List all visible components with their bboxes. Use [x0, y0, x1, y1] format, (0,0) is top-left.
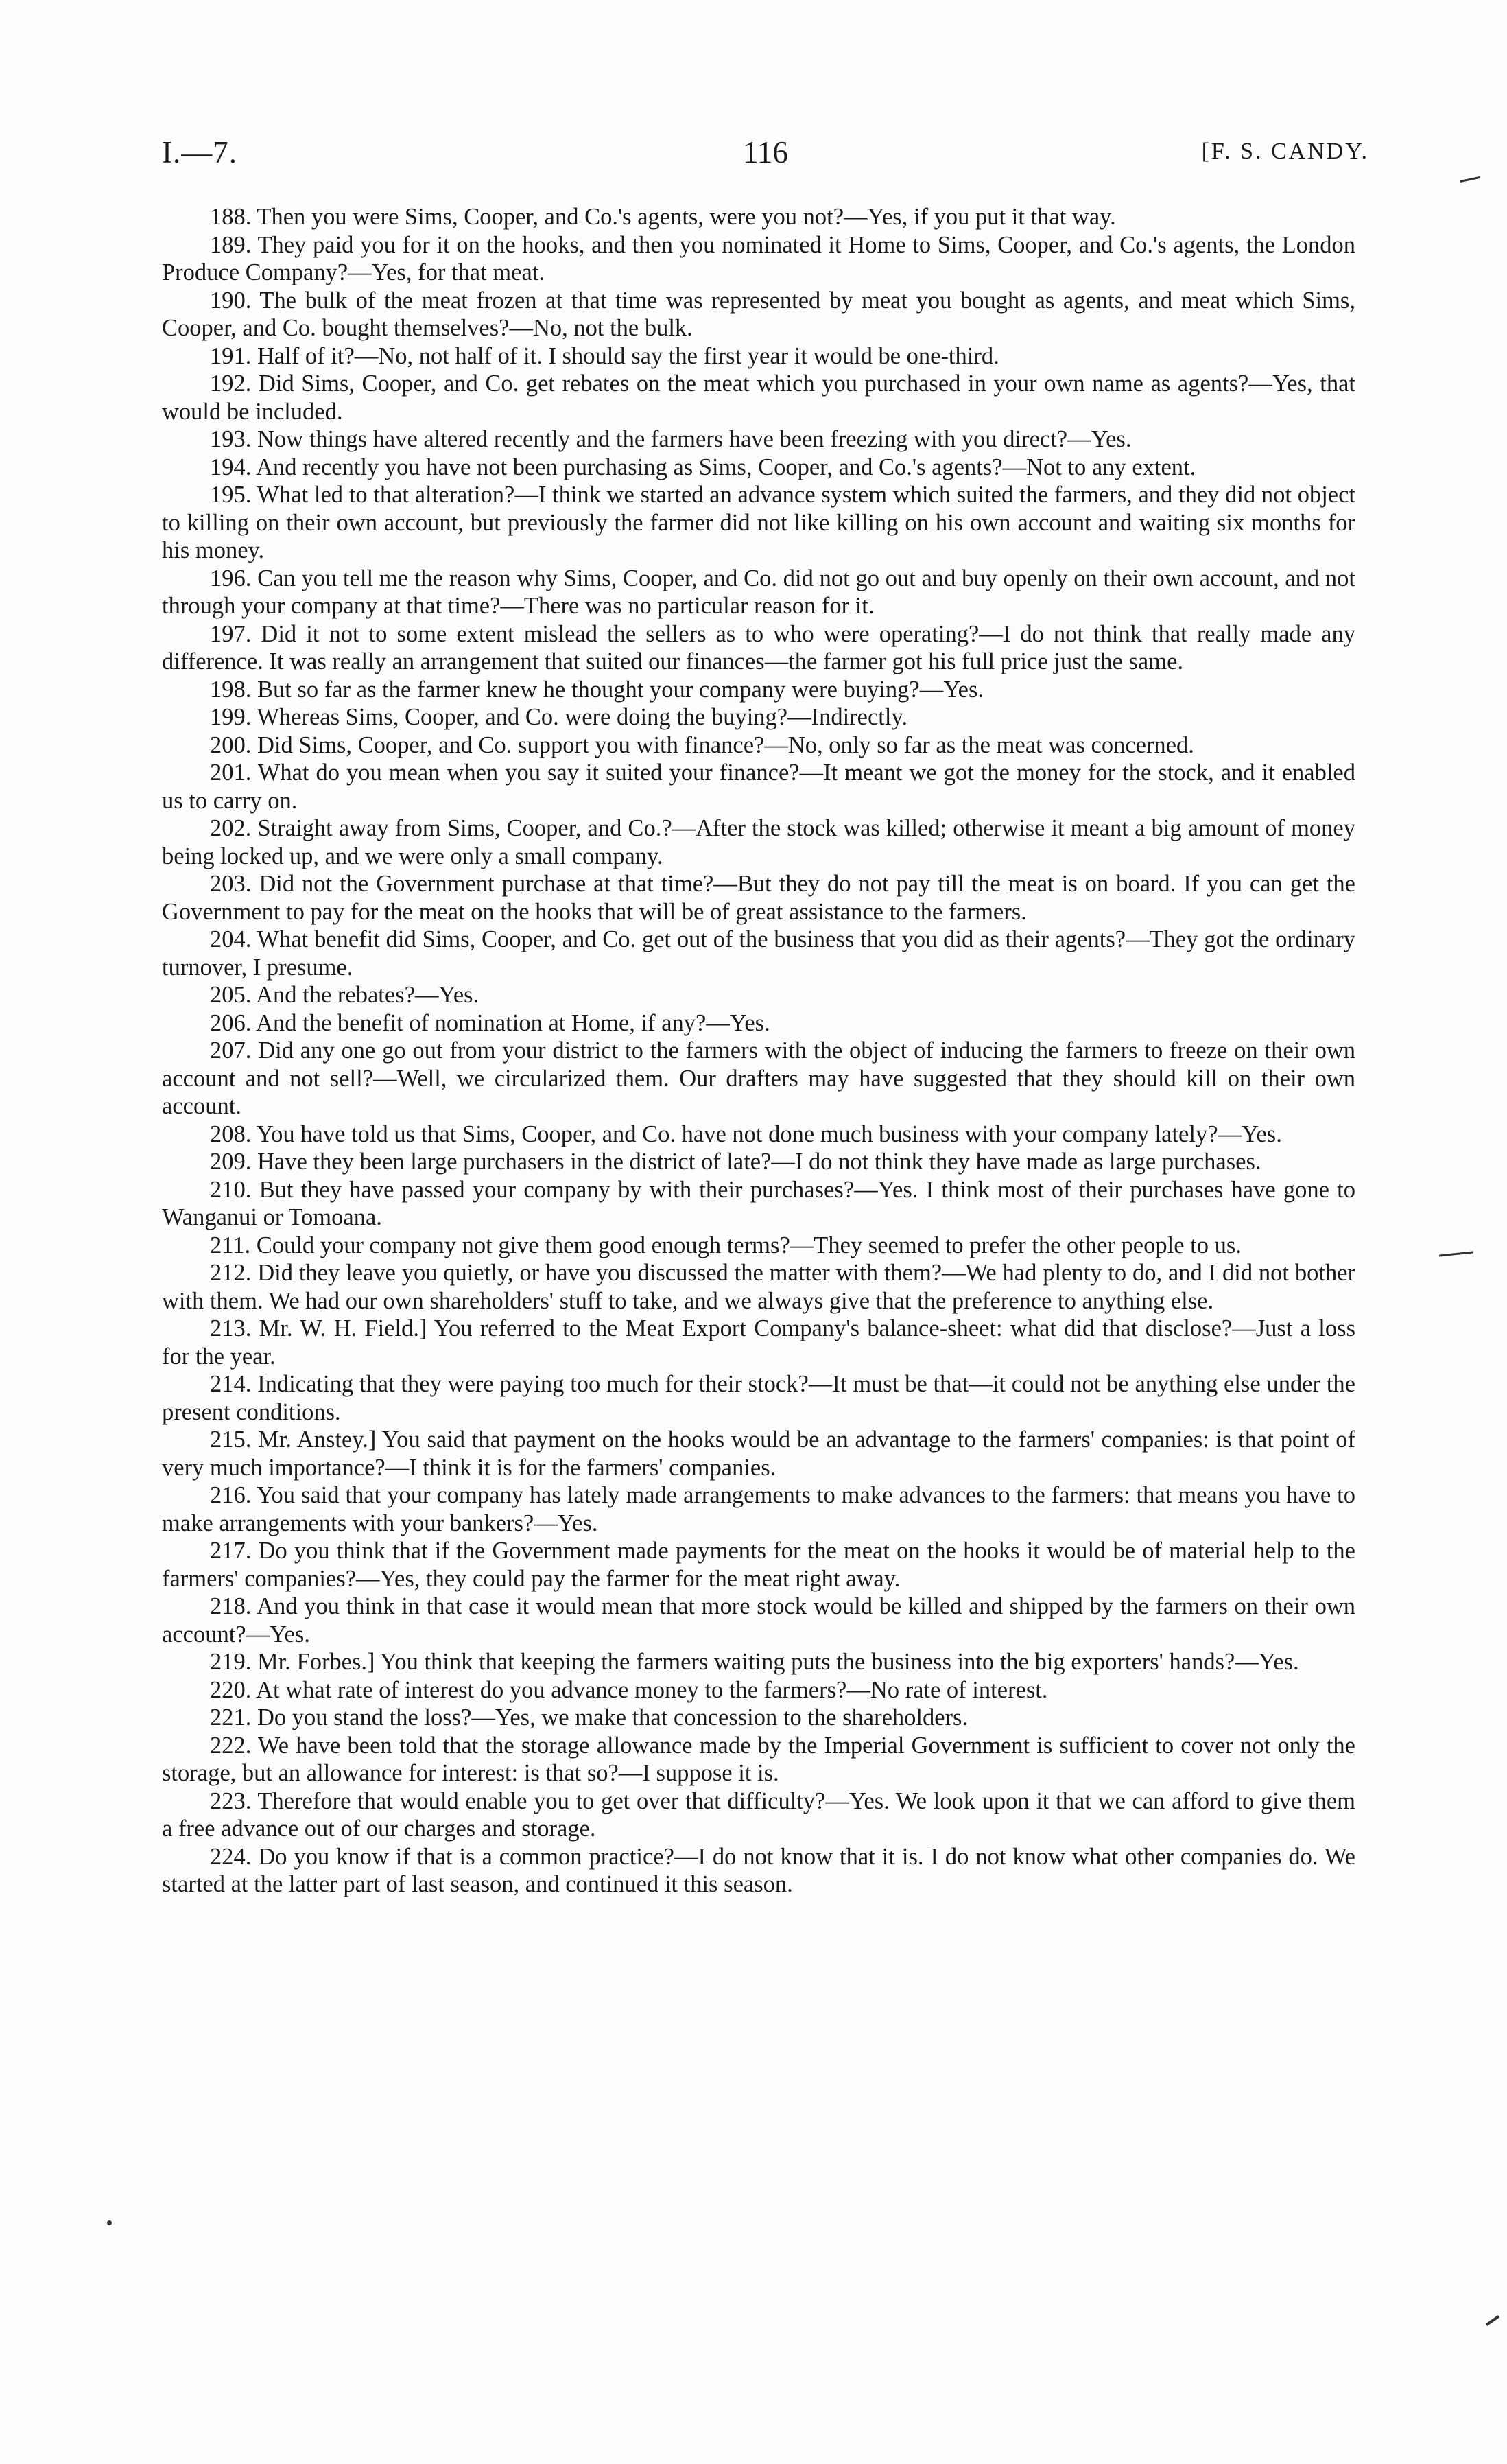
question-200: 200. Did Sims, Cooper, and Co. support you with finance?—No, only so far as the meat was concerned. [210, 731, 1194, 758]
question-221: 221. Do you stand the loss?—Yes, we make that concession to the shareholders. [210, 1704, 969, 1730]
question-216: 216. You said that your company has lately made arrangements to make advances to the farmers: that means you have to make arrangements with your bankers?—Yes. [162, 1482, 1355, 1536]
question-223: 223. Therefore that would enable you to get over that difficulty?—Yes. We look upon it that we can afford to give them a free advance out of our charges and storage. [162, 1787, 1355, 1842]
question-197: 197. Did it not to some extent mislead the sellers as to who were operating?—I do not think that really made any difference. It was really an arrangement that suited our finances—the farmer got his full price just the same. [162, 620, 1355, 674]
question-196: 196. Can you tell me the reason why Sims, Cooper, and Co. did not go out and buy openly on their own account, and not through your company at that time?—There was no particular reason for it. [162, 565, 1355, 619]
question-195: 195. What led to that alteration?—I think we started an advance system which suited the farmers, and they did not object to killing on their own account, but previously the farmer did not like killing on his own account and waiting six months for his money. [162, 482, 1355, 563]
question-188: 188. Then you were Sims, Cooper, and Co.'s agents, were you not?—Yes, if you put it that way. [210, 204, 1116, 230]
question-189: 189. They paid you for it on the hooks, and then you nominated it Home to Sims, Cooper, and Co.'s agents, the London Produce Company?—Yes, for that meat. [162, 231, 1355, 285]
question-206: 206. And the benefit of nomination at Home, if any?—Yes. [210, 1009, 770, 1036]
question-191: 191. Half of it?—No, not half of it. I should say the first year it would be one-third. [210, 342, 999, 369]
question-190: 190. The bulk of the meat frozen at that time was represented by meat you bought as agents, and meat which Sims, Cooper, and Co. bought themselves?—No, not the bulk. [162, 287, 1355, 341]
testimony-body [162, 203, 1355, 1899]
question-214: 214. Indicating that they were paying too much for their stock?—It must be that—it could not be anything else under the present conditions. [162, 1371, 1355, 1425]
question-194: 194. And recently you have not been purchasing as Sims, Cooper, and Co.'s agents?—Not to any extent. [210, 454, 1196, 480]
question-224: 224. Do you know if that is a common practice?—I do not know that it is. I do not know what other companies do. We started at the latter part of last season, and continued it this season. [162, 1843, 1355, 1897]
question-209: 209. Have they been large purchasers in the district of late?—I do not think they have made as large purchases. [210, 1149, 1261, 1175]
margin-mark [1460, 176, 1480, 183]
question-217: 217. Do you think that if the Government made payments for the meat on the hooks it would be of material help to the farmers' companies?—Yes, they could pay the farmer for the meat right away. [162, 1538, 1355, 1592]
question-204: 204. What benefit did Sims, Cooper, and Co. get out of the business that you did as their agents?—They got the ordinary turnover, I presume. [162, 926, 1355, 981]
question-210: 210. But they have passed your company by with their purchases?—Yes. I think most of their purchases have gone to Wanganui or Tomoana. [162, 1176, 1355, 1230]
question-220: 220. At what rate of interest do you advance money to the farmers?—No rate of interest. [210, 1676, 1048, 1703]
page-number: 116 [743, 135, 788, 169]
question-208: 208. You have told us that Sims, Cooper, and Co. have not done much business with your company lately?—Yes. [210, 1120, 1282, 1147]
page-header [162, 134, 1369, 173]
question-219: 219. Mr. Forbes.] You think that keeping the farmers waiting puts the business into the big exporters' hands?—Yes. [210, 1649, 1299, 1675]
question-211: 211. Could your company not give them good enough terms?—They seemed to prefer the other people to us. [210, 1232, 1242, 1258]
question-193: 193. Now things have altered recently and the farmers have been freezing with you direct?—Yes. [210, 426, 1132, 452]
question-207: 207. Did any one go out from your district to the farmers with the object of inducing the farmers to freeze on their own account and not sell?—Well, we circularized them. Our drafters may have suggested that they should kill on their own account. [162, 1037, 1355, 1119]
question-212: 212. Did they leave you quietly, or have you discussed the matter with them?—We had plenty to do, and I did not bother with them. We had our own shareholders' stuff to take, and we always give that the preference to anything else. [162, 1260, 1355, 1314]
question-201: 201. What do you mean when you say it suited your finance?—It meant we got the money for the stock, and it enabled us to carry on. [162, 760, 1355, 814]
margin-dot [107, 2220, 112, 2225]
question-205: 205. And the rebates?—Yes. [210, 982, 479, 1008]
question-222: 222. We have been told that the storage allowance made by the Imperial Government is sufficient to cover not only the storage, but an allowance for interest: is that so?—I suppose it is. [162, 1732, 1355, 1786]
question-203: 203. Did not the Government purchase at that time?—But they do not pay till the meat is on board. If you can get the Government to pay for the meat on the hooks that will be of great assistance to the farmers. [162, 871, 1355, 925]
question-213: 213. Mr. W. H. Field.] You referred to the Meat Export Company's balance-sheet: what did that disclose?—Just a loss for the year. [162, 1315, 1355, 1370]
witness-name: [F. S. CANDY. [1201, 139, 1369, 164]
question-199: 199. Whereas Sims, Cooper, and Co. were doing the buying?—Indirectly. [210, 704, 908, 730]
question-198: 198. But so far as the farmer knew he thought your company were buying?—Yes. [210, 676, 984, 703]
margin-mark [1486, 2315, 1499, 2326]
question-218: 218. And you think in that case it would mean that more stock would be killed and shipped by the farmers on their own account?—Yes. [162, 1593, 1355, 1647]
parliamentary-reference: I.—7. [162, 135, 237, 169]
question-215: 215. Mr. Anstey.] You said that payment on the hooks would be an advantage to the farmers' companies: is that point of very much importance?—I think it is for the farmers' companies. [162, 1427, 1355, 1481]
question-192: 192. Did Sims, Cooper, and Co. get rebates on the meat which you purchased in your own name as agents?—Yes, that would be included. [162, 371, 1355, 425]
margin-mark [1439, 1251, 1473, 1256]
question-202: 202. Straight away from Sims, Cooper, and Co.?—After the stock was killed; otherwise it meant a big amount of money being locked up, and we were only a small company. [162, 815, 1355, 869]
